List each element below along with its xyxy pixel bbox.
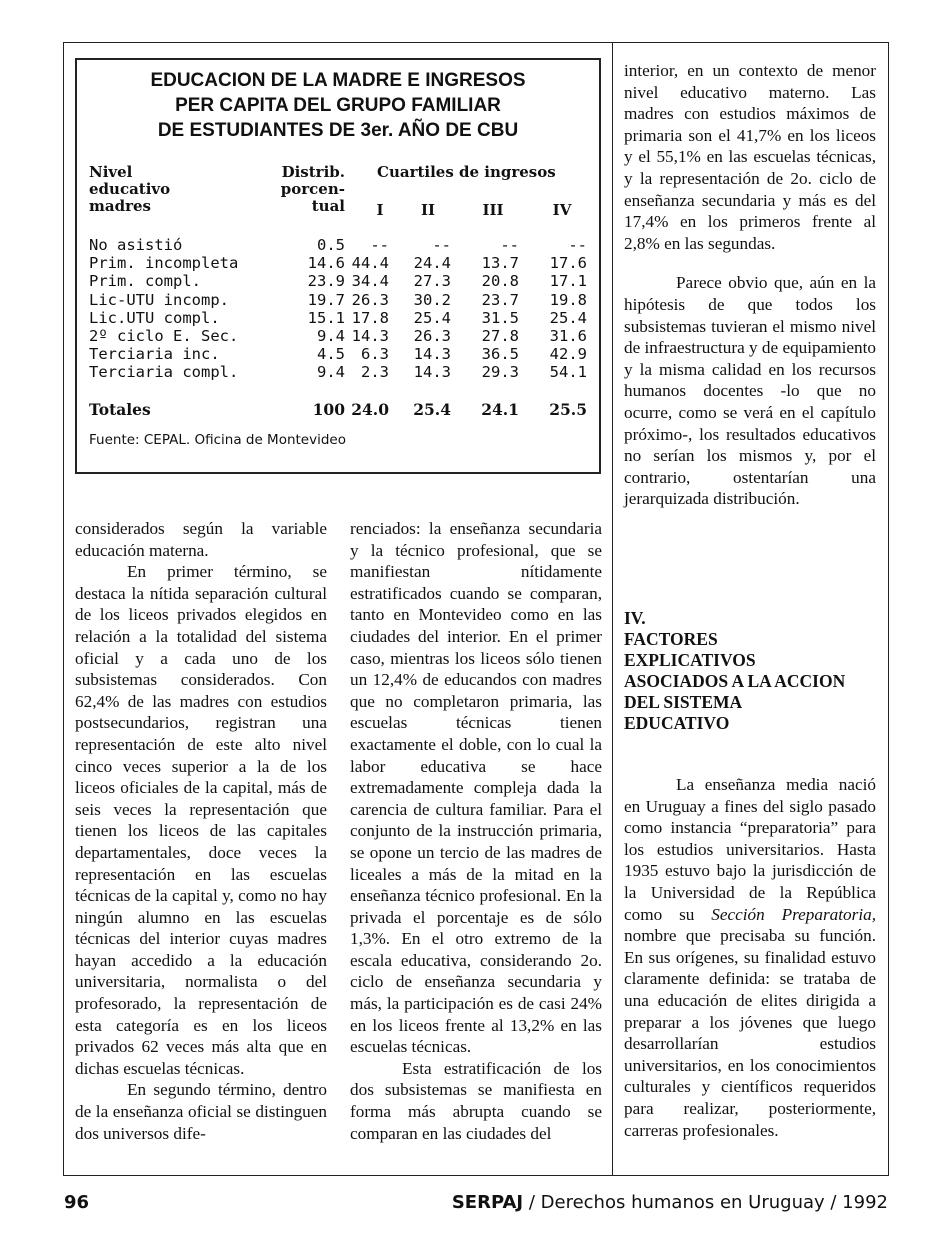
quartile-label: IV xyxy=(552,201,572,219)
header-nivel: Nivel educativo madres xyxy=(89,163,171,215)
page-number: 96 xyxy=(64,1192,90,1213)
row-q4: 54.1 xyxy=(549,363,587,382)
row-q3: 36.5 xyxy=(481,345,519,364)
row-label: Prim. compl. xyxy=(89,272,201,291)
paragraph: interior, en un contexto de menor nivel educativo materno. Las madres con estudios máximos de primaria son el 41,7% en los liceos y el 55,1% en las escuelas técnicas, y la representación de 2o. ciclo de enseñanza secundaria y más es del 17,4% en los primeros frente al 2,8% en las segundas. xyxy=(624,61,876,253)
paragraph: La enseñanza media nació en Uruguay a fines del siglo pasado como instancia “preparatoria” para los estudios universitarios. Hasta 1935 estuvo bajo la jurisdicción de la Universidad de la República como su Sección Preparatoria, nombre que precisaba su función. En sus orígenes, su finalidad estuvo claramente definida: se trataba de una educación de elites dirigida a preparar a los jóvenes que luego desarrollarían estudios universitarios, en los conocimientos culturales y científicos requeridos para realizar, posteriormente, carreras profesionales. xyxy=(624,775,876,1140)
quartile-label: II xyxy=(420,201,436,219)
row-label: Terciaria inc. xyxy=(89,345,220,364)
row-distrib: 15.1 xyxy=(307,308,345,327)
row-label: 2º ciclo E. Sec. xyxy=(89,327,239,345)
row-q3: 27.8 xyxy=(481,327,519,345)
column-divider xyxy=(612,42,613,1176)
row-q2: 25.4 xyxy=(413,308,451,327)
row-q4: 25.4 xyxy=(549,308,587,327)
totals-q4: 25.5 xyxy=(549,400,587,419)
row-q3: 13.7 xyxy=(481,254,519,273)
row-q3: -- xyxy=(500,236,519,254)
row-q2: 26.3 xyxy=(413,327,451,345)
paragraph: considerados según la variable educación materna. xyxy=(75,519,327,560)
table-title-line: EDUCACION DE LA MADRE E INGRESOS xyxy=(150,70,526,91)
row-q4: 19.8 xyxy=(549,290,587,309)
table-source: Fuente: CEPAL. Oficina de Montevideo xyxy=(89,432,346,448)
row-label: Terciaria compl. xyxy=(89,363,239,382)
table-title xyxy=(77,68,599,143)
row-q4: -- xyxy=(568,236,587,254)
row-q2: 27.3 xyxy=(413,272,451,291)
text-column-1 xyxy=(75,518,327,1144)
header-distrib: Distrib. porcen- tual xyxy=(280,163,345,215)
paragraph: En segundo término, dentro de la enseñanza oficial se distinguen dos universos dife- xyxy=(75,1080,327,1143)
running-footer: SERPAJ / Derechos humanos en Uruguay / 1992 xyxy=(451,1192,888,1213)
totals-q1: 24.0 xyxy=(351,400,389,419)
section-heading: IV. FACTORES EXPLICATIVOS ASOCIADOS A LA ACCION DEL SISTEMA EDUCATIVO xyxy=(624,608,886,734)
row-distrib: 9.4 xyxy=(317,363,345,382)
row-distrib: 14.6 xyxy=(307,254,345,273)
right-column-top xyxy=(624,60,876,510)
table-title-line: PER CAPITA DEL GRUPO FAMILIAR xyxy=(175,95,501,116)
row-q2: 14.3 xyxy=(413,345,451,364)
row-q3: 20.8 xyxy=(481,272,519,291)
row-label: Prim. incompleta xyxy=(89,254,239,273)
totals-label: Totales xyxy=(89,400,151,419)
row-q1: 44.4 xyxy=(351,254,389,273)
row-q3: 29.3 xyxy=(481,363,519,382)
paragraph: renciados: la enseñanza secundaria y la técnico profesional, que se manifiestan nítidamente estratificados cuando se comparan, tanto en Montevideo como en las ciudades del interior. En el primer caso, mientras los liceos sólo tienen un 12,4% de educandos con madres que no completaron primaria, las escuelas técnicas tienen exactamente el doble, con lo cual la labor educativa se hace extremadamente compleja dada la carencia de cultura familiar. Para el conjunto de la instrucción primaria, se opone un tercio de las madres de liceales a más de la mitad en la enseñanza técnico profesional. En la privada el porcentaje es de sólo 1,3%. En el otro extremo de la escala educativa, considerando 2o. ciclo de enseñanza secundaria y más, la participación es de casi 24% en los liceos frente al 13,2% en las escuelas técnicas. xyxy=(350,519,602,1057)
row-q4: 17.1 xyxy=(549,272,587,291)
row-q4: 17.6 xyxy=(549,254,587,273)
data-table-box xyxy=(75,58,601,474)
row-distrib: 4.5 xyxy=(317,345,345,364)
section-number: IV. xyxy=(624,608,646,628)
right-column-bottom xyxy=(624,774,876,1141)
row-distrib: 19.7 xyxy=(307,290,345,309)
row-q3: 31.5 xyxy=(481,308,519,327)
row-q2: 30.2 xyxy=(413,290,451,309)
quartile-label: I xyxy=(376,201,384,219)
row-label: Lic-UTU incomp. xyxy=(89,290,229,309)
totals-q3: 24.1 xyxy=(481,400,519,419)
row-q1: 14.3 xyxy=(351,327,389,345)
row-q1: 34.4 xyxy=(351,272,389,291)
paragraph: Esta estratificación de los dos subsistemas se manifiesta en forma más abrupta cuando se comparan en las ciudades del xyxy=(350,1058,602,1143)
table-title-line: DE ESTUDIANTES DE 3er. AÑO DE CBU xyxy=(157,120,519,141)
paragraph: En primer término, se destaca la nítida separación cultural de los liceos privados elegidos en relación a la totalidad del sistema oficial y a cada uno de los subsistemas considerados. Con 62,4% de las madres con estudios postsecundarios, registran una representación de este alto nivel cinco veces superior a la de los liceos oficiales de la capital, más de seis veces la representación que tienen los liceos de las capitales departamentales, doce veces la representación en las escuelas técnicas de la capital y, como no hay ningún alumno en las escuelas técnicas del interior cuyas madres hayan accedido a la educación universitaria, normalista o del profesorado, la representación de esta categoría es en los liceos privados 62 veces más alta que en dichas escuelas técnicas. xyxy=(75,562,327,1078)
quartile-label: III xyxy=(482,201,504,219)
row-q2: -- xyxy=(432,236,451,254)
row-q3: 23.7 xyxy=(481,290,519,309)
row-q1: 17.8 xyxy=(351,308,389,327)
paragraph: Parece obvio que, aún en la hipótesis de que todos los subsistemas tuvieran el mismo nivel de infraestructura y de equipamiento y la misma calidad en los recursos humanos docentes -lo que no ocurre, como se verá en el capítulo próximo-, los resultados educativos no serían los mismos y, por el contrario, ostentarían una jerarquizada distribución. xyxy=(624,273,876,509)
row-distrib: 0.5 xyxy=(317,236,345,254)
row-q1: 2.3 xyxy=(361,363,389,382)
totals-distrib: 100 xyxy=(312,400,345,419)
row-q1: -- xyxy=(370,236,389,254)
row-q1: 6.3 xyxy=(361,345,389,364)
row-label: Lic.UTU compl. xyxy=(89,308,220,327)
row-q2: 14.3 xyxy=(413,363,451,382)
row-q4: 31.6 xyxy=(549,327,587,345)
row-q1: 26.3 xyxy=(351,290,389,309)
row-label: No asistió xyxy=(89,236,183,254)
row-q2: 24.4 xyxy=(413,254,451,273)
row-q4: 42.9 xyxy=(549,345,587,364)
row-distrib: 9.4 xyxy=(317,327,345,345)
header-cuartiles: Cuartiles de ingresos xyxy=(377,163,556,181)
row-distrib: 23.9 xyxy=(307,272,345,291)
text-column-2 xyxy=(350,518,602,1144)
totals-q2: 25.4 xyxy=(413,400,451,419)
